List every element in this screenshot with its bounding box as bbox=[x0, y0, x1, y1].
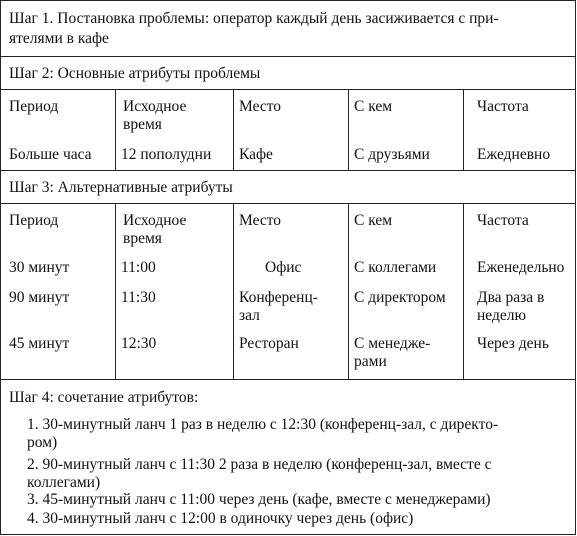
step2-cell-period: Больше часа bbox=[9, 146, 92, 163]
step2-header-start-time: Исходное время bbox=[123, 98, 187, 133]
step3-header-frequency: Частота bbox=[477, 212, 529, 229]
step3-row2-period: 90 минут bbox=[9, 289, 70, 306]
step3-title: Шаг 3: Альтернативные атрибуты bbox=[9, 179, 233, 196]
step2-col-divider-1 bbox=[115, 89, 116, 170]
step2-divider bbox=[1, 170, 575, 171]
step2-col-divider-4 bbox=[463, 89, 464, 170]
step3-header-with-whom: С кем bbox=[354, 212, 393, 229]
step2-cell-frequency: Ежедневно bbox=[477, 146, 551, 163]
table-border-top bbox=[1, 0, 575, 1]
step2-col-divider-3 bbox=[348, 89, 349, 170]
step4-item-2: 2. 90-минутный ланч с 11:30 2 раза в неделю (конференц-зал, вместе с коллегами) bbox=[27, 456, 492, 491]
step2-cell-start-time: 12 пополудни bbox=[121, 146, 212, 163]
step2-header-with-whom: С кем bbox=[354, 98, 393, 115]
step4-title: Шаг 4: сочетание атрибутов: bbox=[9, 389, 199, 406]
step3-row2-place: Конференц- зал bbox=[239, 289, 318, 324]
step2-header-frequency: Частота bbox=[477, 98, 529, 115]
step3-row2-frequency: Два раза в неделю bbox=[477, 289, 545, 324]
step2-cell-place: Кафе bbox=[239, 146, 273, 163]
step4-item-1: 1. 30-минутный ланч 1 раз в неделю с 12:30 (конференц-зал, с директо- ром) bbox=[27, 416, 499, 451]
step3-title-divider bbox=[1, 203, 575, 204]
step3-col-divider-3 bbox=[348, 203, 349, 379]
step3-row3-with-whom: С менедже- рами bbox=[354, 335, 431, 370]
step4-item-3: 3. 45-минутный ланч с 11:00 через день (кафе, вместе с менеджерами) bbox=[27, 491, 491, 508]
step3-divider bbox=[1, 379, 575, 380]
step3-col-divider-4 bbox=[463, 203, 464, 379]
step3-header-period: Период bbox=[9, 212, 59, 229]
step3-row3-period: 45 минут bbox=[9, 335, 70, 352]
step3-row1-frequency: Еженедельно bbox=[477, 259, 565, 276]
step2-header-place: Место bbox=[239, 98, 282, 115]
step3-row1-with-whom: С коллегами bbox=[354, 259, 437, 276]
step3-row3-frequency: Через день bbox=[477, 335, 549, 352]
step3-row1-start-time: 11:00 bbox=[121, 259, 156, 276]
step3-row3-start-time: 12:30 bbox=[121, 335, 157, 352]
step3-row2-with-whom: С директором bbox=[354, 289, 446, 306]
step3-row1-place: Офис bbox=[265, 259, 302, 276]
step2-header-period: Период bbox=[9, 98, 59, 115]
step1-text-line2: ятелями в кафе bbox=[9, 30, 109, 47]
step3-row3-place: Ресторан bbox=[239, 335, 299, 352]
step3-header-start-time: Исходное время bbox=[123, 212, 187, 247]
step2-col-divider-2 bbox=[233, 89, 234, 170]
step2-cell-with-whom: С друзьями bbox=[354, 146, 430, 163]
step2-title-divider bbox=[1, 89, 575, 90]
step2-title: Шаг 2: Основные атрибуты проблемы bbox=[9, 65, 261, 82]
step3-col-divider-1 bbox=[115, 203, 116, 379]
step3-row1-period: 30 минут bbox=[9, 259, 70, 276]
step3-col-divider-2 bbox=[233, 203, 234, 379]
step3-row2-start-time: 11:30 bbox=[121, 289, 156, 306]
step4-item-4: 4. 30-минутный ланч с 12:00 в одиночку через день (офис) bbox=[27, 510, 414, 527]
table-border-bottom bbox=[1, 534, 575, 535]
step3-header-place: Место bbox=[239, 212, 282, 229]
step1-text-line1: Шаг 1. Постановка проблемы: оператор каждый день засиживается с при- bbox=[9, 10, 499, 27]
step1-divider bbox=[1, 56, 575, 57]
